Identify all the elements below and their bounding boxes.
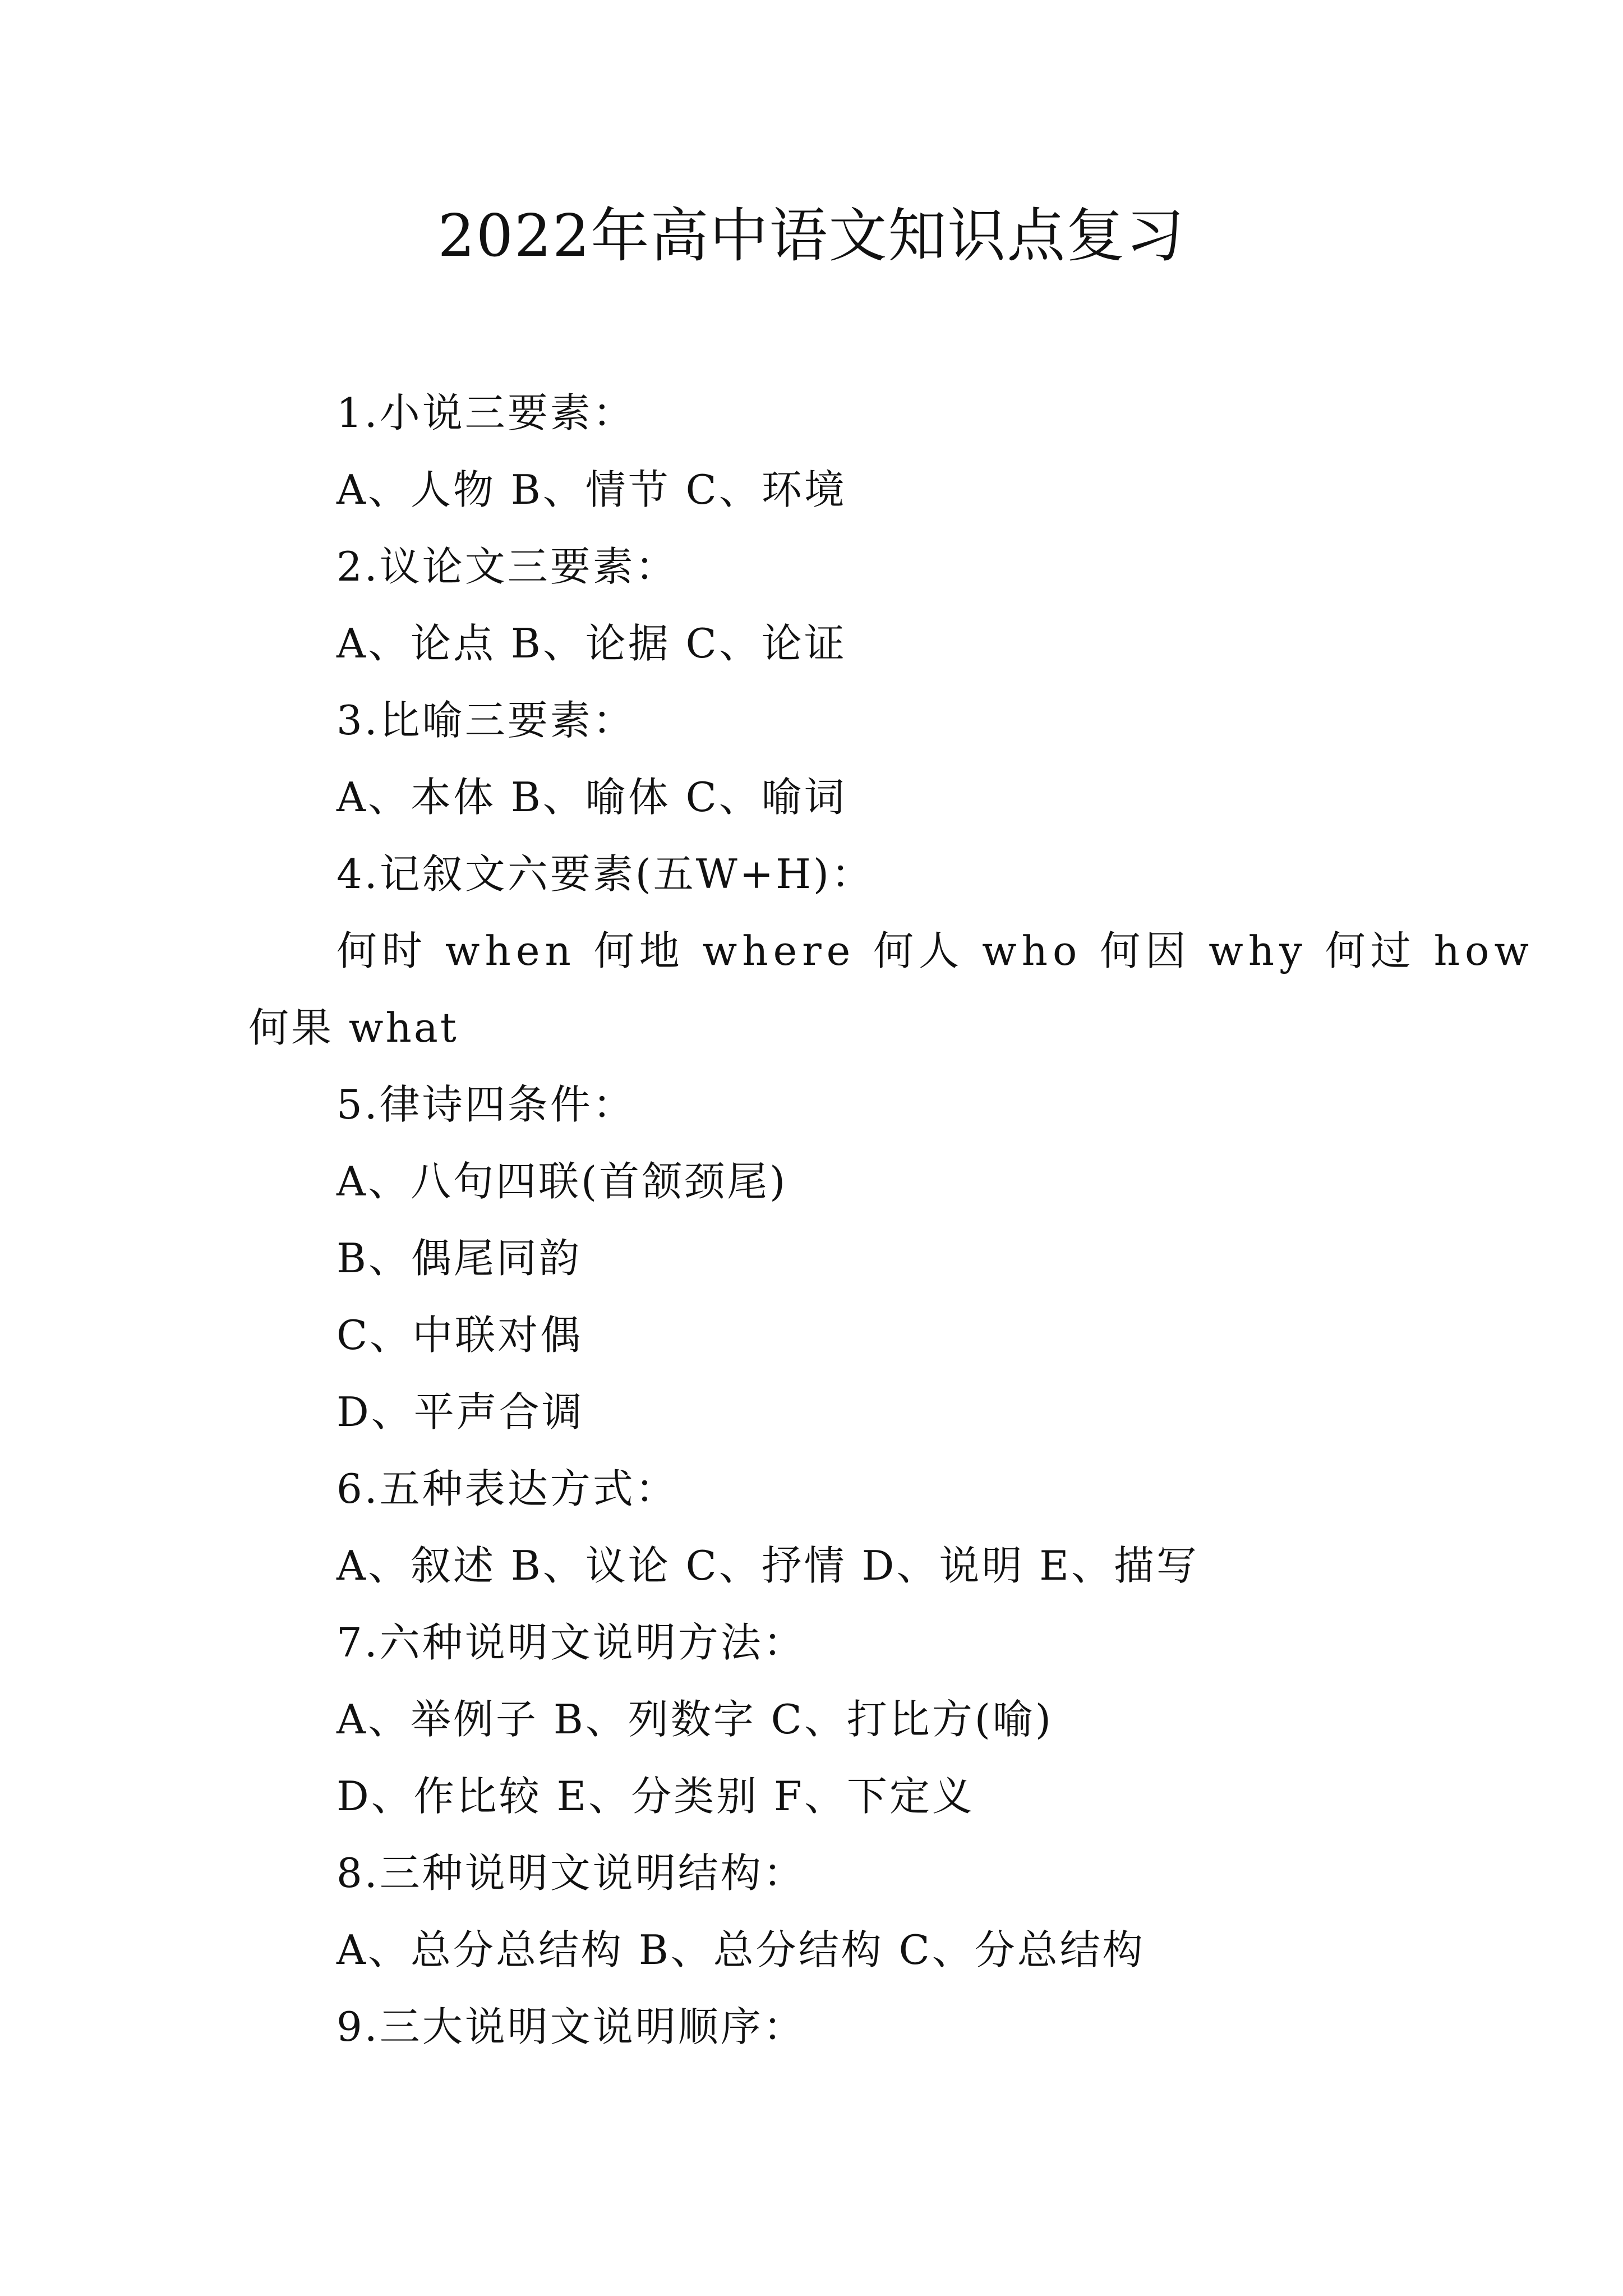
text-line: 2.议论文三要素： <box>336 543 678 590</box>
text-line: B、偶尾同韵 <box>336 1235 582 1282</box>
text-line: A、人物 B、情节 C、环境 <box>336 466 847 513</box>
text-line: A、总分总结构 B、总分结构 C、分总结构 <box>336 1926 1145 1973</box>
text-line: D、作比较 E、分类别 F、下定义 <box>336 1773 975 1820</box>
text-line: A、本体 B、喻体 C、喻词 <box>336 774 847 821</box>
text-line: A、举例子 B、列数字 C、打比方(喻) <box>336 1696 1053 1743</box>
text-line: A、叙述 B、议论 C、抒情 D、说明 E、描写 <box>336 1542 1199 1589</box>
text-line: 8.三种说明文说明结构： <box>336 1849 806 1897</box>
text-line: A、八句四联(首颔颈尾) <box>336 1158 788 1205</box>
document-title: 2022年高中语文知识点复习 <box>437 201 1186 270</box>
text-line: 5.律诗四条件： <box>336 1081 635 1128</box>
text-line: 7.六种说明文说明方法： <box>336 1619 806 1666</box>
text-line: D、平声合调 <box>336 1388 584 1435</box>
text-line: 9.三大说明文说明顺序： <box>336 2003 806 2050</box>
text-line: A、论点 B、论据 C、论证 <box>336 620 847 667</box>
text-line: 6.五种表达方式： <box>336 1465 678 1512</box>
text-line: 1.小说三要素： <box>336 389 635 436</box>
text-line: 4.记叙文六要素(五W+H)： <box>336 850 874 898</box>
text-line: C、中联对偶 <box>336 1312 583 1359</box>
text-line: 何时 when 何地 where 何人 who 何因 why 何过 how <box>336 927 1534 974</box>
text-line: 何果 what <box>248 1004 459 1051</box>
text-line: 3.比喻三要素： <box>336 697 635 744</box>
